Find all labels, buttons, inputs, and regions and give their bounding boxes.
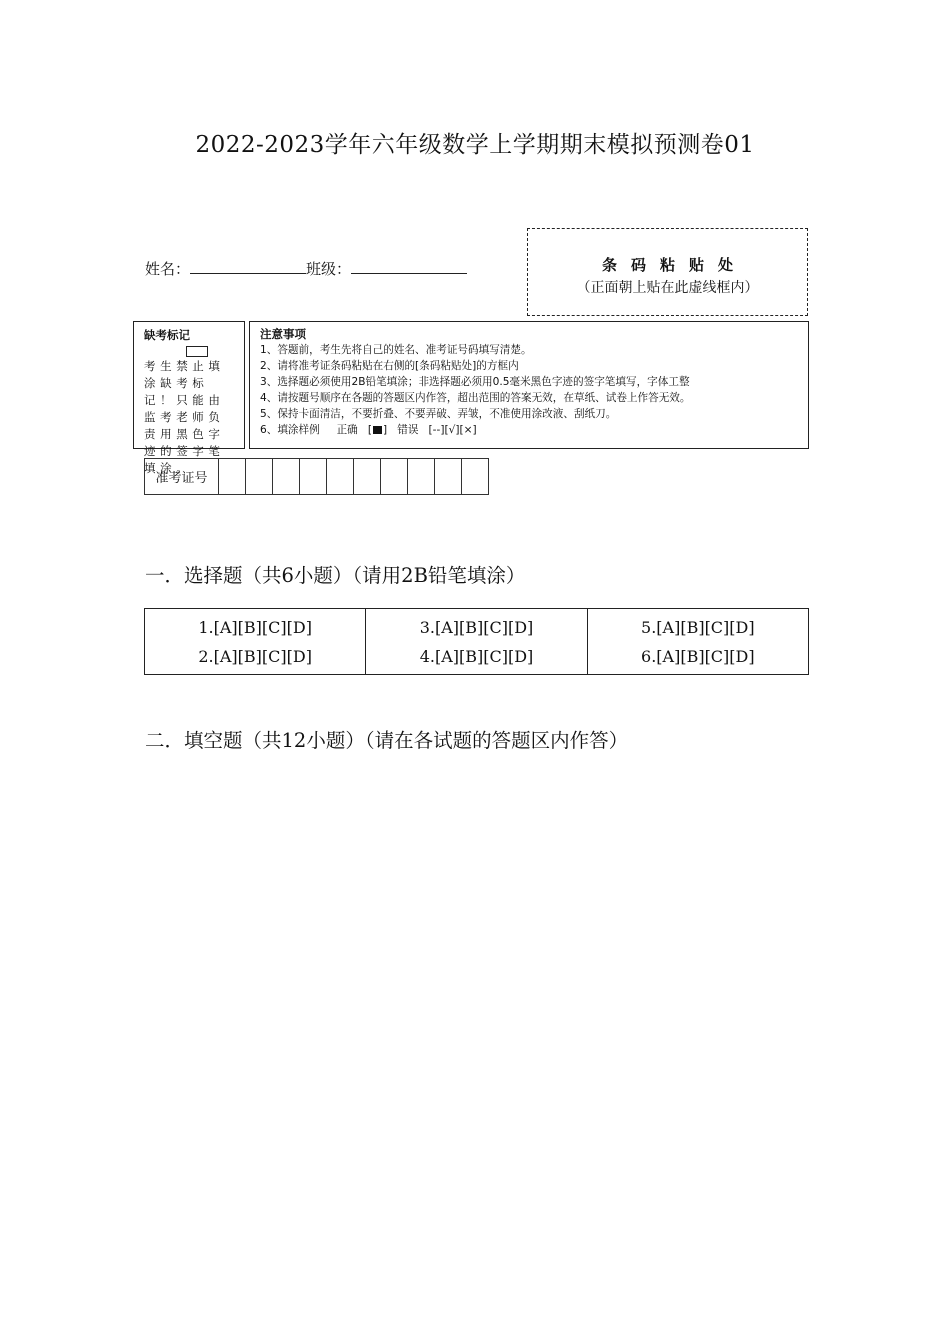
choice-item[interactable]: 1.[A][B][C][D] [198, 618, 312, 637]
exam-id-cell[interactable] [408, 459, 435, 495]
exam-id-cell[interactable] [219, 459, 246, 495]
absent-checkbox[interactable] [186, 346, 208, 357]
notice-line: 4、请按题号顺序在各题的答题区内作答，超出范围的答案无效，在草纸、试卷上作答无效。 [260, 392, 691, 404]
absent-text: 考生禁止填涂缺考标记！只能由监考老师负责用黑色字迹的签字笔填涂。 [144, 359, 225, 475]
exam-id-cell[interactable] [435, 459, 462, 495]
correct-label: 正确 [336, 424, 358, 436]
choice-answer-grid [144, 608, 809, 675]
notice-sample-line: 6、填涂样例 正确 [ ] 错误 [--][√][×] [260, 424, 477, 436]
barcode-title: 条码粘贴处 [601, 256, 747, 274]
notice-line: 2、请将准考证条码粘贴在右侧的[条码粘贴处]的方框内 [260, 360, 519, 372]
choice-column [366, 609, 587, 674]
student-info [145, 258, 467, 279]
choice-item[interactable]: 2.[A][B][C][D] [198, 647, 312, 666]
exam-id-cell[interactable] [381, 459, 408, 495]
absent-mark-box [133, 321, 245, 475]
name-field[interactable] [190, 259, 306, 274]
exam-id-cell[interactable] [300, 459, 327, 495]
notice-line: 5、保持卡面清洁，不要折叠、不要弄破、弄皱，不准使用涂改液、刮纸刀。 [260, 408, 617, 420]
choice-column [588, 609, 808, 674]
barcode-subtitle: （正面朝上贴在此虚线框内） [576, 280, 759, 296]
choice-column [145, 609, 366, 674]
wrong-marks: [--][√][×] [428, 424, 477, 436]
class-label: 班级： [306, 260, 352, 278]
barcode-area [527, 228, 808, 316]
absent-title: 缺考标记 [144, 328, 190, 342]
sample-prefix: 6、填涂样例 [260, 424, 320, 436]
notice-title: 注意事项 [260, 327, 306, 341]
exam-id-grid [144, 458, 489, 495]
page-title: 2022-2023学年六年级数学上学期期末模拟预测卷01 [195, 132, 755, 158]
choice-item[interactable]: 5.[A][B][C][D] [641, 618, 755, 637]
choice-item[interactable]: 4.[A][B][C][D] [419, 647, 534, 666]
exam-id-cell[interactable] [354, 459, 381, 495]
notice-line: 1、答题前，考生先将自己的姓名、准考证号码填写清楚。 [260, 344, 532, 356]
exam-id-label: 准考证号 [145, 459, 219, 495]
section-2-title: 二．填空题（共12小题）（请在各试题的答题区内作答） [145, 729, 629, 752]
class-field[interactable] [351, 259, 467, 274]
wrong-label: 错误 [397, 424, 419, 436]
choice-item[interactable]: 3.[A][B][C][D] [419, 618, 534, 637]
exam-id-cell[interactable] [246, 459, 273, 495]
name-label: 姓名： [145, 260, 191, 278]
notice-line: 3、选择题必须使用2B铅笔填涂；非选择题必须用0.5毫米黑色字迹的签字笔填写，字体工整 [260, 376, 690, 388]
exam-id-cell[interactable] [273, 459, 300, 495]
exam-id-cell[interactable] [462, 459, 489, 495]
exam-id-cell[interactable] [327, 459, 354, 495]
filled-square-icon [373, 426, 382, 434]
notice-box [249, 321, 809, 449]
section-1-title: 一．选择题（共6小题）（请用2B铅笔填涂） [145, 564, 526, 587]
choice-item[interactable]: 6.[A][B][C][D] [641, 647, 755, 666]
